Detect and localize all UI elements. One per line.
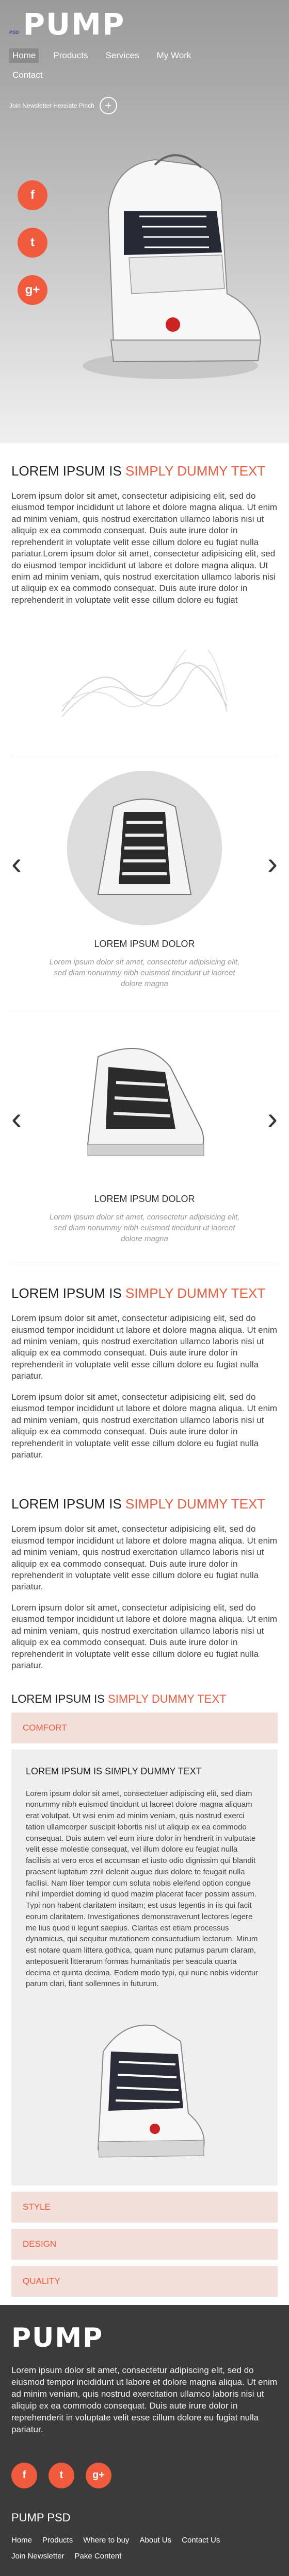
slider-next-icon[interactable]: › [267, 846, 278, 881]
intro-heading-accent: SIMPLY DUMMY TEXT [125, 463, 266, 479]
logo-text: PUMP [23, 7, 125, 42]
footer-text: Lorem ipsum dolor sit amet, consectetur adipiscing elit, sed do eiusmod tempor incididunt ut labore et dolore magna aliqua. Ut enim ad minim veniam, quis nostrud exercitation ullamco laboris nisi ut aliquip ex ea commodo consequat. Duis aute irure dolor in reprehenderit in voluptate velit esse cillum dolore eu fugiat nulla pariatur. [11, 2365, 278, 2434]
slider-prev-icon[interactable]: ‹ [11, 846, 22, 881]
accordion-quality-header[interactable]: QUALITY [11, 2266, 278, 2297]
article-1-heading-accent: SIMPLY DUMMY TEXT [125, 1285, 266, 1301]
newsletter-join [9, 97, 280, 114]
accordion-heading-plain: LOREM IPSUM IS [11, 1692, 108, 1705]
wave-graphic [57, 650, 232, 727]
facebook-icon[interactable]: f [18, 180, 47, 210]
footer-link-pake-content[interactable]: Pake Content [74, 2551, 122, 2561]
slider-1-caption: Lorem ipsum dolor sit amet, consectetur adipisicing elit, sed diam nonummy nibh euismod tincidunt ut laoreet dolore magna [49, 958, 240, 989]
twitter-icon[interactable]: t [49, 2463, 74, 2488]
slider-next-icon[interactable]: › [267, 1101, 278, 1136]
feature-accordion [11, 1713, 278, 2297]
nav-my-work[interactable]: My Work [156, 50, 191, 60]
footer-link-about-us[interactable]: About Us [139, 2535, 172, 2545]
accordion-panel-body: Lorem ipsum dolor sit amet, consectetuer adipiscing elit, sed diam nonummy nibh euismod tincidunt ut laoreet dolore magna aliquam erat volutpat. Ut wisi enim ad minim veniam, quis nostrud exerci tation ullamcorper suscipit lobortis nisl ut aliquip ex ea commodo consequat. Duis autem vel eum iriure dolor in hendrerit in vulputate velit esse molestie consequat, vel illum dolore eu feugiat nulla facilisis at vero eros et accumsan et iusto odio dignissim qui blandit praesent luptatum zzril delenit augue duis dolore te feugait nulla facilisi. Nam liber tempor cum soluta nobis eleifend option congue nihil imperdiet doming id quod mazim placerat facer possim assum. Typi non habent claritatem insitam; est usus legentis in iis qui facit eorum claritatem. Investigationes demonstraverunt lectores legere me lius quod ii legunt saepius. Claritas est etiam processus dynamicus, qui sequitur mutationem consuetudium lectorum. Mirum est notare quam littera gothica, quam nunc putamus parum claram, anteposuerit litterarum formas humanitatis per seacula quarta decima et quinta decima. Eodem modo typi, qui nunc nobis videntur parum clari, fiant sollemnes in futurum. [26, 1789, 259, 1989]
product-slider-1 [11, 755, 278, 1010]
footer-link-where-to-buy[interactable]: Where to buy [83, 2535, 130, 2545]
accordion-heading-accent: SIMPLY DUMMY TEXT [108, 1692, 227, 1705]
google-plus-icon[interactable]: g+ [18, 275, 47, 305]
twitter-icon[interactable]: t [18, 228, 47, 258]
slider-2-title: LOREM IPSUM DOLOR [94, 1194, 195, 1205]
slider-1-title: LOREM IPSUM DOLOR [94, 939, 195, 950]
intro-section [0, 443, 289, 621]
intro-heading-plain: LOREM IPSUM IS [11, 463, 126, 479]
nav-services[interactable]: Services [105, 50, 139, 60]
logo-sub: PSD [9, 30, 19, 35]
slider-1-image [67, 771, 222, 925]
article-2-heading-plain: LOREM IPSUM IS [11, 1496, 126, 1512]
slider-2-image [67, 1026, 222, 1180]
product-slider-2 [11, 1010, 278, 1265]
article-2-paragraph-2: Lorem ipsum dolor sit amet, consectetur adipisicing elit, sed do eiusmod tempor incididunt ut labore et dolore magna aliqua. Ut enim ad minim veniam, quis nostrud exercitation ullamco laboris nisi ut aliquip ex ea commodo consequat. Duis aute irure dolor in reprehenderit in voluptate velit esse cillum dolore eu fugiat nulla pariatur. [11, 1602, 278, 1671]
slider-2-caption: Lorem ipsum dolor sit amet, consectetur adipisicing elit, sed diam nonummy nibh euismod tincidunt ut laoreet dolore magna [49, 1213, 240, 1244]
main-nav [9, 48, 226, 82]
accordion-comfort-header[interactable]: COMFORT [11, 1713, 278, 1743]
footer [0, 2305, 289, 2576]
shoe-side-image [67, 1026, 222, 1180]
hero-sneaker-image [52, 124, 268, 392]
logo[interactable] [9, 7, 280, 42]
article-1-paragraph-2: Lorem ipsum dolor sit amet, consectetur adipisicing elit, sed do eiusmod tempor incididunt ut labore et dolore magna aliqua. Ut enim ad minim veniam, quis nostrud exercitation ullamco laboris nisi ut aliquip ex ea commodo consequat. Duis aute irure dolor in reprehenderit in voluptate velit esse cillum dolore eu fugiat nulla pariatur. [11, 1392, 278, 1460]
footer-social [11, 2463, 278, 2488]
article-2-heading [11, 1497, 278, 1512]
facebook-icon[interactable]: f [11, 2463, 37, 2488]
accordion-design-header[interactable]: DESIGN [11, 2229, 278, 2260]
article-section-2 [0, 1476, 289, 1687]
nav-home[interactable]: Home [9, 48, 39, 63]
footer-brand-title: PUMP PSD [11, 2511, 71, 2524]
footer-link-products[interactable]: Products [42, 2535, 73, 2545]
hero-social [18, 180, 47, 305]
footer-logo[interactable]: PUMP [11, 2323, 104, 2354]
accordion-style-header[interactable]: STYLE [11, 2192, 278, 2223]
newsletter-label: Join Newsletter Here/ate Pinch [9, 102, 94, 109]
intro-body: Lorem ipsum dolor sit amet, consectetur adipisicing elit, sed do eiusmod tempor incididunt ut labore et dolore magna aliqua. Ut enim ad minim veniam, quis nostrud exercitation ullamco laboris nisi ut aliquip ex ea commodo consequat. Duis aute irure dolor in reprehenderit in voluptate velit esse cillum dolore eu fugiat nulla pariatur.Lorem ipsum dolor sit amet, consectetur adipisicing elit, sed do eiusmod tempor incididunt ut labore et dolore magna aliqua. Ut enim ad minim veniam, quis nostrud exercitation ullamco laboris nisi ut aliquip ex ea commodo consequat. Duis aute irure dolor in reprehenderit in voluptate velit esse cillum dolore eu fugiat [11, 490, 278, 605]
footer-link-contact-us[interactable]: Contact Us [182, 2535, 220, 2545]
accordion-title-section [0, 1687, 289, 1713]
article-section-1 [0, 1265, 289, 1476]
header [0, 0, 289, 114]
google-plus-icon[interactable]: g+ [86, 2463, 111, 2488]
accordion-section-heading [11, 1692, 278, 1705]
sneaker-image [77, 2005, 212, 2170]
accordion-shoe-image [26, 2005, 263, 2170]
footer-link-join-newsletter[interactable]: Join Newsletter [11, 2551, 65, 2561]
plus-icon[interactable]: + [100, 97, 117, 114]
article-1-heading [11, 1286, 278, 1301]
article-2-heading-accent: SIMPLY DUMMY TEXT [125, 1496, 266, 1512]
shoe-closeup-image [67, 771, 222, 925]
nav-products[interactable]: Products [53, 50, 88, 60]
footer-link-home[interactable]: Home [11, 2535, 33, 2545]
article-1-heading-plain: LOREM IPSUM IS [11, 1285, 126, 1301]
accordion-comfort-panel [11, 1750, 278, 2185]
nav-contact[interactable]: Contact [12, 70, 43, 80]
hero [0, 0, 289, 443]
article-1-paragraph-1: Lorem ipsum dolor sit amet, consectetur adipisicing elit, sed do eiusmod tempor incididunt ut labore et dolore magna aliqua. Ut enim ad minim veniam, quis nostrud exercitation ullamco laboris nisi ut aliquip ex ea commodo consequat. Duis aute irure dolor in reprehenderit in voluptate velit esse cillum dolore eu fugiat nulla pariatur. [11, 1313, 278, 1381]
article-2-paragraph-1: Lorem ipsum dolor sit amet, consectetur adipisicing elit, sed do eiusmod tempor incididunt ut labore et dolore magna aliqua. Ut enim ad minim veniam, quis nostrud exercitation ullamco laboris nisi ut aliquip ex ea commodo consequat. Duis aute irure dolor in reprehenderit in voluptate velit esse cillum dolore eu fugiat nulla pariatur. [11, 1524, 278, 1592]
footer-links-primary [11, 2536, 278, 2561]
slider-prev-icon[interactable]: ‹ [11, 1101, 22, 1136]
wave-decoration [11, 621, 278, 755]
intro-heading [11, 464, 278, 479]
accordion-panel-heading: LOREM IPSUM IS SIMPLY DUMMY TEXT [26, 1766, 202, 1776]
